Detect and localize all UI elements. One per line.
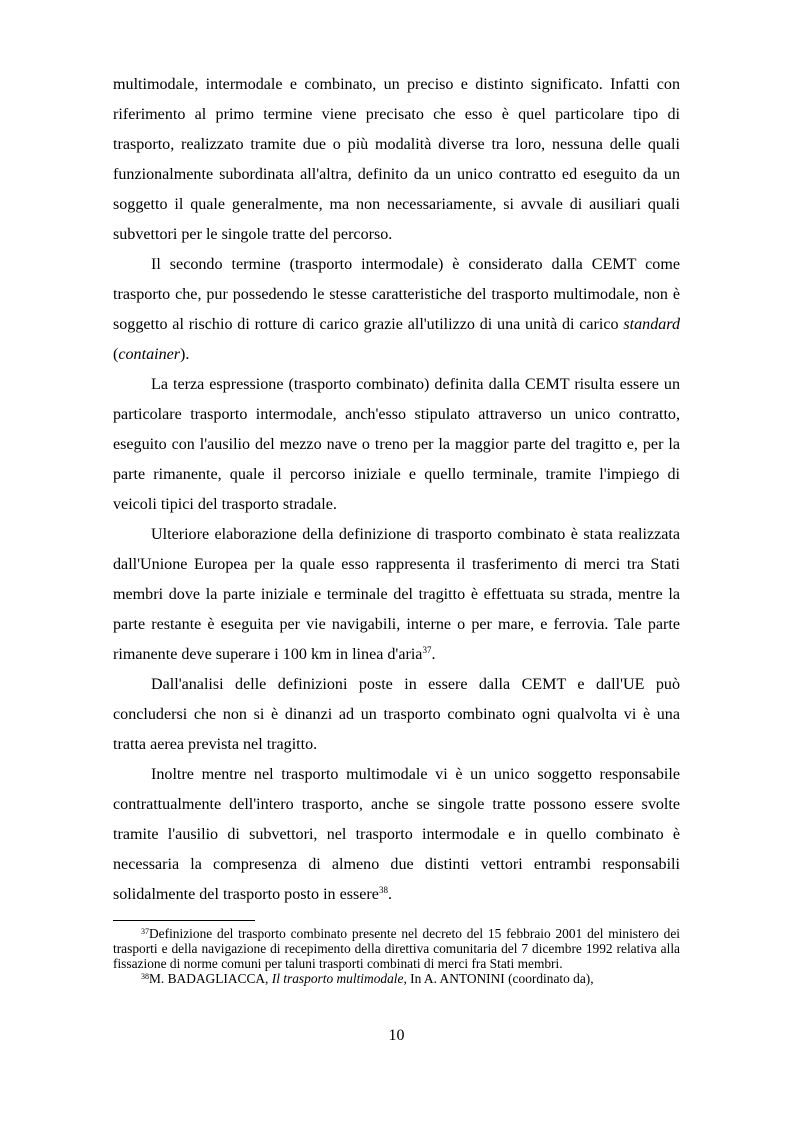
footnote-reference: 37: [422, 645, 432, 655]
footnotes: [113, 926, 680, 986]
footnote-reference: 37: [141, 927, 149, 936]
text-run: Definizione del trasporto combinato presente nel decreto del 15 febbraio 2001 del ministero dei trasporti e della navigazione di recepimento della direttiva comunitaria del 7 dicembre 1992 relativa alla fissazione di norme comuni per taluni trasporti combinati di merci fra Stati membri.: [113, 926, 680, 971]
text-run: .: [387, 886, 392, 903]
footnote: [113, 926, 680, 971]
footnote-reference: 38: [141, 972, 149, 981]
footnote-separator: [113, 920, 255, 921]
paragraph: [113, 670, 680, 760]
paragraph: [113, 760, 680, 910]
italic-text: Il trasporto multimodale: [271, 971, 404, 986]
italic-text: container: [118, 346, 181, 363]
text-run: Dall'analisi delle definizioni poste in essere dalla CEMT e dall'UE può concludersi che non si è dinanzi ad un trasporto combinato ogni qualvolta vi è una tratta aerea prevista nel tragitto.: [113, 676, 680, 753]
text-run: .: [431, 646, 436, 663]
text-run: multimodale, intermodale e combinato, un preciso e distinto significato. Infatti con riferimento al primo termine viene precisato che esso è quel particolare tipo di trasporto, realizzato tramite due o più modalità diverse tra loro, nessuna delle quali funzionalmente subordinata all'altra, definito da un unico contratto ed eseguito da un soggetto il quale generalmente, ma non necessariamente, si avvale di ausiliari quali subvettori per le singole tratte del percorso.: [113, 76, 680, 243]
footnote-reference: 38: [378, 885, 388, 895]
paragraph: [113, 370, 680, 520]
text-run: ).: [180, 346, 190, 363]
text-run: Inoltre mentre nel trasporto multimodale vi è un unico soggetto responsabile contrattualmente dell'intero trasporto, anche se singole tratte possono essere svolte tramite l'ausilio di subvettori, nel trasporto intermodale e in quello combinato è necessaria la compresenza di almeno due distinti vettori entrambi responsabili solidalmente del trasporto posto in essere: [113, 766, 680, 903]
paragraph: [113, 250, 680, 370]
text-run: (: [113, 346, 119, 363]
text-run: Ulteriore elaborazione della definizione di trasporto combinato è stata realizzata dall'Unione Europea per la quale esso rappresenta il trasferimento di merci tra Stati membri dove la parte iniziale e terminale del tragitto è effettuata su strada, mentre la parte restante è eseguita per vie navigabili, interne o per mare, e ferrovia. Tale parte rimanente deve superare i 100 km in linea d'aria: [113, 526, 680, 663]
footnote: [113, 971, 680, 986]
page-number: 10: [388, 1027, 405, 1044]
body-text: [113, 70, 680, 910]
paragraph: [113, 70, 680, 250]
italic-text: standard: [623, 316, 680, 333]
paragraph: [113, 520, 680, 670]
text-run: La terza espressione (trasporto combinato) definita dalla CEMT risulta essere un particolare trasporto intermodale, anch'esso stipulato attraverso un unico contratto, eseguito con l'ausilio del mezzo nave o treno per la maggior parte del tragitto e, per la parte rimanente, quale il percorso iniziale e quello terminale, tramite l'impiego di veicoli tipici del trasporto stradale.: [113, 376, 680, 513]
text-run: Il secondo termine (trasporto intermodale) è considerato dalla CEMT come trasporto che, pur possedendo le stesse caratteristiche del trasporto multimodale, non è soggetto al rischio di rotture di carico grazie all'utilizzo di una unità di carico: [113, 256, 680, 333]
text-run: , In A. ANTONINI (coordinato da),: [403, 971, 594, 986]
text-run: M. BADAGLIACCA,: [149, 971, 272, 986]
